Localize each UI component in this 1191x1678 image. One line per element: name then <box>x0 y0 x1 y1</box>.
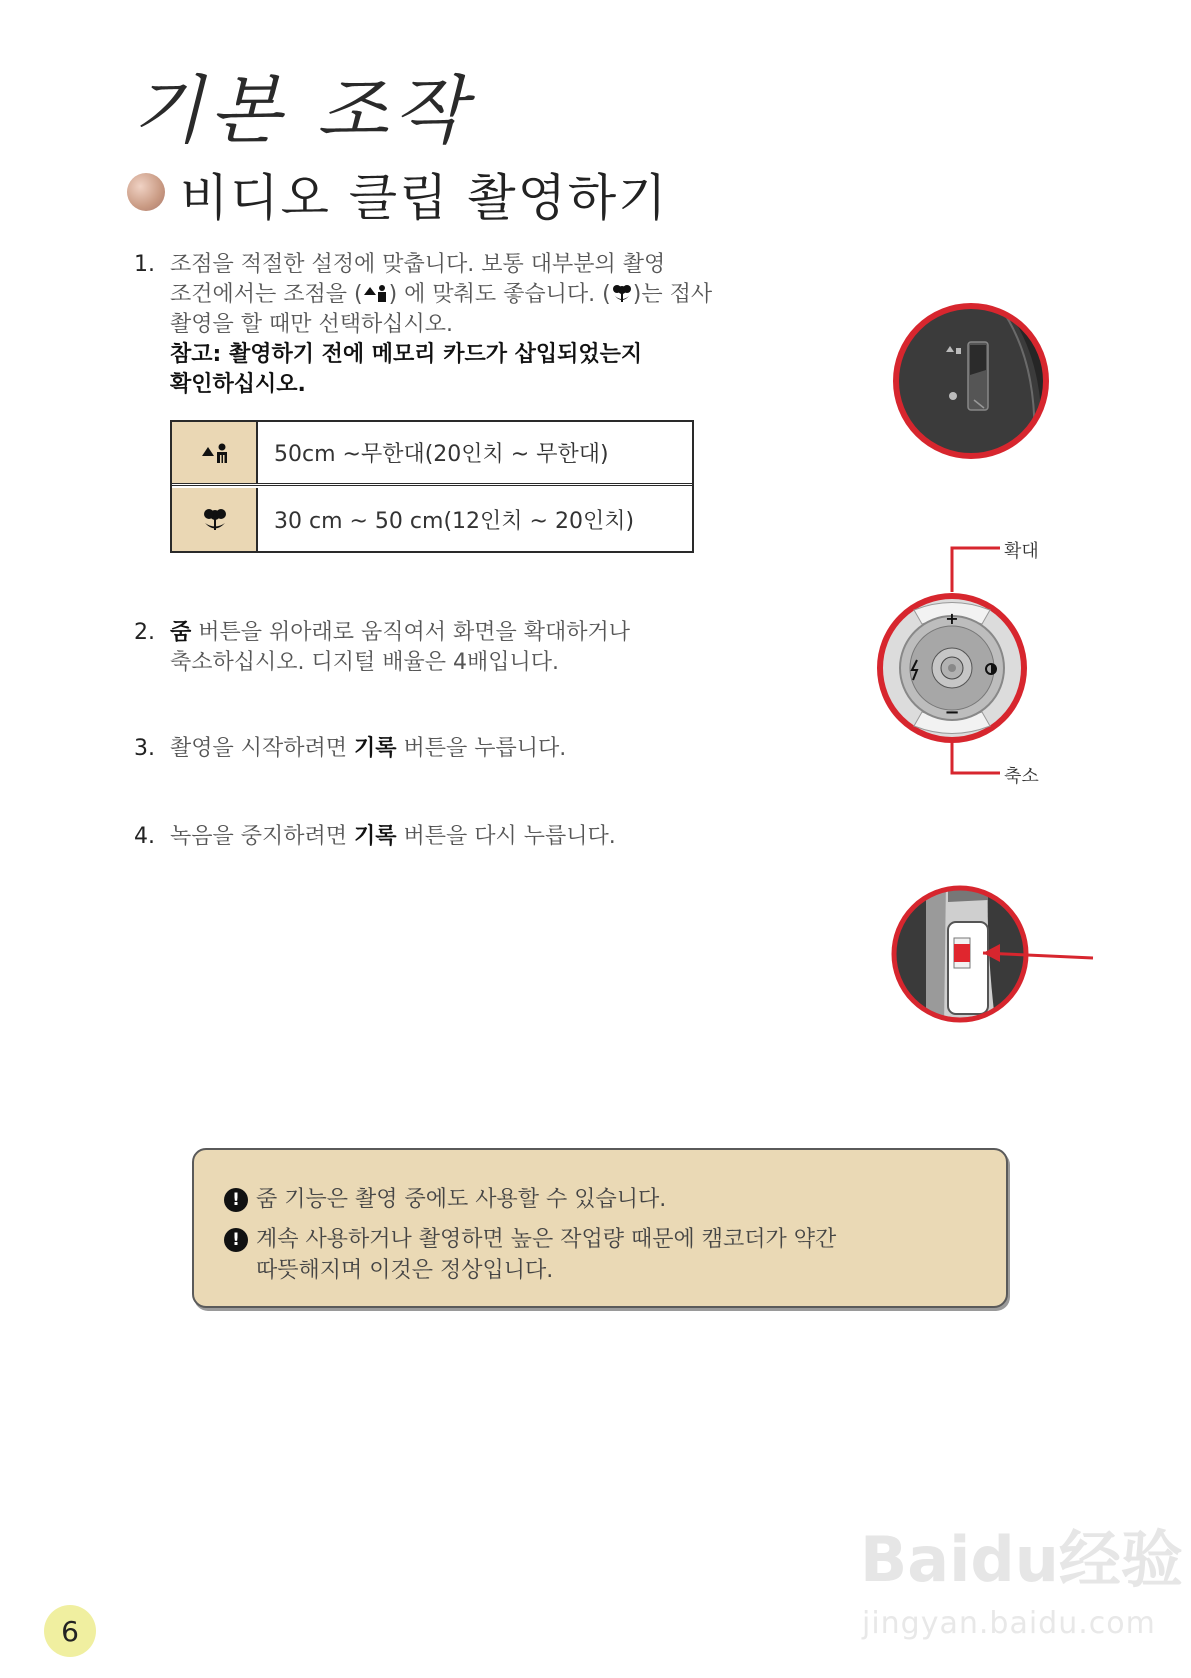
step-1 <box>134 250 814 400</box>
zoom-leader-lines <box>940 545 1010 785</box>
table-icon-cell <box>172 488 258 551</box>
svg-text:+: + <box>945 609 959 628</box>
step-number: 1. <box>134 252 155 277</box>
table-cell-range: 50cm ~무한대(20인치 ~ 무한대) <box>274 442 609 467</box>
step-2-line-1: 줌 버튼을 위아래로 움직여서 화면을 확대하거나 <box>170 620 631 645</box>
step-number: 3. <box>134 736 155 761</box>
svg-text:−: − <box>944 702 960 723</box>
step-number: 4. <box>134 824 155 849</box>
step-4: 4. 녹음을 중지하려면 기록 버튼을 다시 누릅니다. <box>134 822 774 854</box>
step-number: 2. <box>134 620 155 645</box>
table-row <box>172 422 692 486</box>
zoom-keyword: 줌 <box>170 620 192 645</box>
note-text: 계속 사용하거나 촬영하면 높은 작업량 때문에 캠코더가 약간 따뜻해지며 이것은 정상입니다. <box>256 1227 837 1283</box>
landscape-person-icon <box>363 283 389 303</box>
step-1-line-1: 조점을 적절한 설정에 맞춥니다. 보통 대부분의 촬영 <box>170 252 666 277</box>
notes-box <box>192 1148 1008 1308</box>
note-text: 줌 기능은 촬영 중에도 사용할 수 있습니다. <box>256 1187 667 1212</box>
macro-flower-icon <box>172 488 258 551</box>
watermark-logo: Baidu经验 <box>860 1523 1183 1596</box>
step-2-line-2: 축소하십시오. 디지털 배율은 4배입니다. <box>170 650 559 675</box>
step-1-line-2: 조건에서는 조점을 ( ) 에 맞춰도 좋습니다. ( )는 접사 <box>170 282 713 307</box>
record-keyword: 기록 <box>354 824 397 849</box>
section-title: 비디오 클립 촬영하기 <box>180 169 669 227</box>
record-button-illustration <box>888 880 1096 1028</box>
table-cell-range: 30 cm ~ 50 cm(12인치 ~ 20인치) <box>274 509 635 534</box>
memory-card-note-line-2: 확인하십시오. <box>170 372 306 397</box>
page-number: 6 <box>44 1605 96 1657</box>
page-title: 기본 조작 <box>132 68 472 154</box>
step-1-line-3: 촬영을 할 때만 선택하십시오. <box>170 312 453 337</box>
zoom-out-label: 축소 <box>1004 766 1039 787</box>
landscape-person-icon <box>172 422 258 483</box>
step-2 <box>134 618 774 680</box>
watermark-url: jingyan.baidu.com <box>862 1606 1156 1641</box>
macro-flower-icon <box>611 282 633 304</box>
memory-card-note-line-1: 참고: 촬영하기 전에 메모리 카드가 삽입되었는지 <box>170 342 643 367</box>
table-row <box>172 488 692 551</box>
step-3: 3. 촬영을 시작하려면 기록 버튼을 누릅니다. <box>134 734 774 766</box>
exclamation-icon: ! <box>224 1188 248 1212</box>
focus-switch-illustration <box>890 300 1052 462</box>
table-icon-cell <box>172 422 258 483</box>
record-keyword: 기록 <box>354 736 397 761</box>
exclamation-icon: ! <box>224 1228 248 1252</box>
focus-range-table <box>170 420 694 553</box>
zoom-in-label: 확대 <box>1004 541 1039 562</box>
section-bullet-icon <box>127 173 165 211</box>
